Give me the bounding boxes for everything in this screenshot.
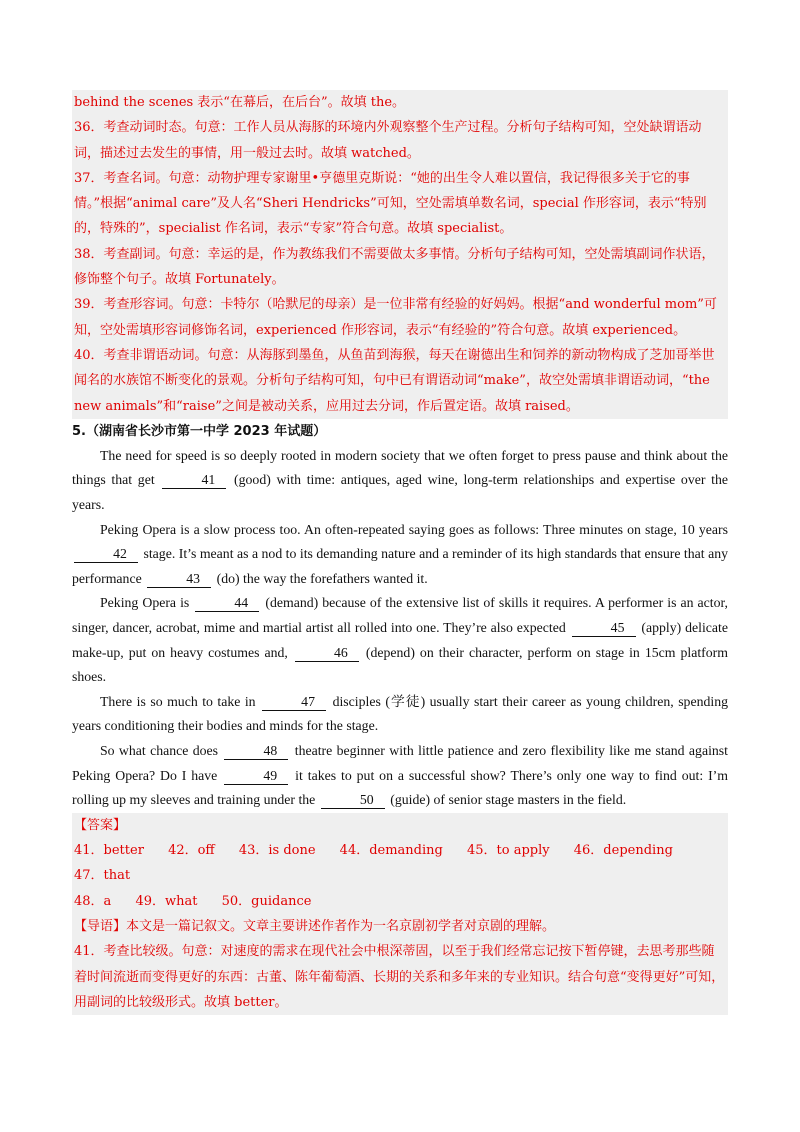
page-content xyxy=(72,90,728,1015)
previous-explanations xyxy=(72,90,728,419)
explanation-35-tail: behind the scenes 表示“在幕后，在后台”。故填 the。 xyxy=(74,95,406,110)
passage-paragraph-5: So what chance does 48 theatre beginner with little patience and zero flexibility like me stand against Peking Opera? Do I have 49 it takes to put on a successful show? There’s only one way to find out: I’m rolling up my sleeves and training under the 50 (guide) of senior stage masters in the field. xyxy=(72,742,729,808)
answer-45: 45．to apply xyxy=(467,843,550,859)
passage-paragraph-4: There is so much to take in 47 disciples (学徒) usually start their career as young children, spending years conditioning their bodies and minds for the stage. xyxy=(72,693,729,734)
explanation-39: 39．考查形容词。句意：卡特尔（哈默尼的母亲）是一位非常有经验的好妈妈。根据“and wonderful mom”可知，空处需填形容词修饰名词，experienced 作形容词，表示“有经验的”符合句意。故填 experienced。 xyxy=(74,297,717,338)
answers-row-2 xyxy=(74,889,726,914)
answer-44: 44．demanding xyxy=(339,843,443,859)
section-title: 5.（湖南省长沙市第一中学 2023 年试题） xyxy=(72,423,327,439)
explanation-37: 37．考查名词。句意：动物护理专家谢里•亨德里克斯说：“她的出生令人难以置信，我记得很多关于它的事情。”根据“animal care”及人名“Sheri Hendricks”可知，空处需填单数名词，special 作形容词，表示“特别的，特殊的”，specialist 作名词，表示“专家”符合句意。故填 specialist。 xyxy=(74,170,707,237)
explanation-41: 41．考查比较级。句意：对速度的需求在现代社会中根深蒂固，以至于我们经常忘记按下暂停键，去思考那些随着时间流逝而变得更好的东西：古董、陈年葡萄酒、长期的关系和多年来的专业知识。结合句意“变得更好”可知，用副词的比较级形式。故填 better。 xyxy=(74,944,725,1010)
answer-47: 47．that xyxy=(74,868,131,884)
answer-48: 48．a xyxy=(74,893,112,909)
answer-42: 42．off xyxy=(168,843,215,859)
answer-41: 41．better xyxy=(74,843,144,859)
guide-intro: 【导语】本文是一篇记叙文。文章主要讲述作者作为一名京剧初学者对京剧的理解。 xyxy=(74,918,556,934)
blank-43[interactable]: 43 xyxy=(147,571,211,588)
blank-48[interactable]: 48 xyxy=(224,743,288,760)
answer-49: 49．what xyxy=(135,893,198,909)
blank-49[interactable]: 49 xyxy=(224,768,288,785)
answers-block xyxy=(72,813,728,1015)
explanation-38: 38．考查副词。句意：幸运的是，作为教练我们不需要做太多事情。分析句子结构可知，空处需填副词作状语，修饰整个句子。故填 Fortunately。 xyxy=(74,246,715,288)
answer-43: 43．is done xyxy=(238,843,316,859)
cloze-passage xyxy=(72,444,728,813)
blank-45[interactable]: 45 xyxy=(572,620,636,637)
blank-47[interactable]: 47 xyxy=(262,694,326,711)
answers-row-1 xyxy=(74,838,726,889)
answer-46: 46．depending xyxy=(573,843,673,859)
blank-44[interactable]: 44 xyxy=(195,595,259,612)
blank-50[interactable]: 50 xyxy=(321,792,385,809)
explanation-36: 36．考查动词时态。句意：工作人员从海豚的环境内外观察整个生产过程。分析句子结构可知，空处缺谓语动词，描述过去发生的事情，用一般过去时。故填 watched。 xyxy=(74,120,702,161)
answer-50: 50．guidance xyxy=(221,893,312,909)
passage-paragraph-3: Peking Opera is 44 (demand) because of the extensive list of skills it requires. A performer is an actor, singer, dancer, acrobat, mime and martial artist all rolled into one. They’re also expected 45 (apply) delicate make-up, put on heavy costumes and, 46 (depend) on their character, perform on stage in 15cm platform shoes. xyxy=(72,595,728,685)
explanation-40: 40．考查非谓语动词。句意：从海豚到墨鱼，从鱼苗到海猴，每天在谢德出生和饲养的新动物构成了芝加哥举世闻名的水族馆不断变化的景观。分析句子结构可知，句中已有谓语动词“make”，故空处需填非谓语动词，“the new animals”和“raise”之间是被动关系，应用过去分词，作后置定语。故填 raised。 xyxy=(74,347,715,414)
blank-41[interactable]: 41 xyxy=(162,472,226,489)
passage-paragraph-2: Peking Opera is a slow process too. An often-repeated saying goes as follows: Three minutes on stage, 10 years 42 stage. It’s meant as a nod to its demanding nature and a reminder of its high standards that ensure that any performance 43 (do) the way the forefathers wanted it. xyxy=(72,521,728,586)
passage-paragraph-1: The need for speed is so deeply rooted in modern society that we often forget to press pause and think about the things that get 41 (good) with time: antiques, aged wine, long-term relationships and expertise over the years. xyxy=(72,447,728,513)
answers-label: 【答案】 xyxy=(74,817,127,833)
blank-42[interactable]: 42 xyxy=(74,546,138,563)
blank-46[interactable]: 46 xyxy=(295,645,359,662)
